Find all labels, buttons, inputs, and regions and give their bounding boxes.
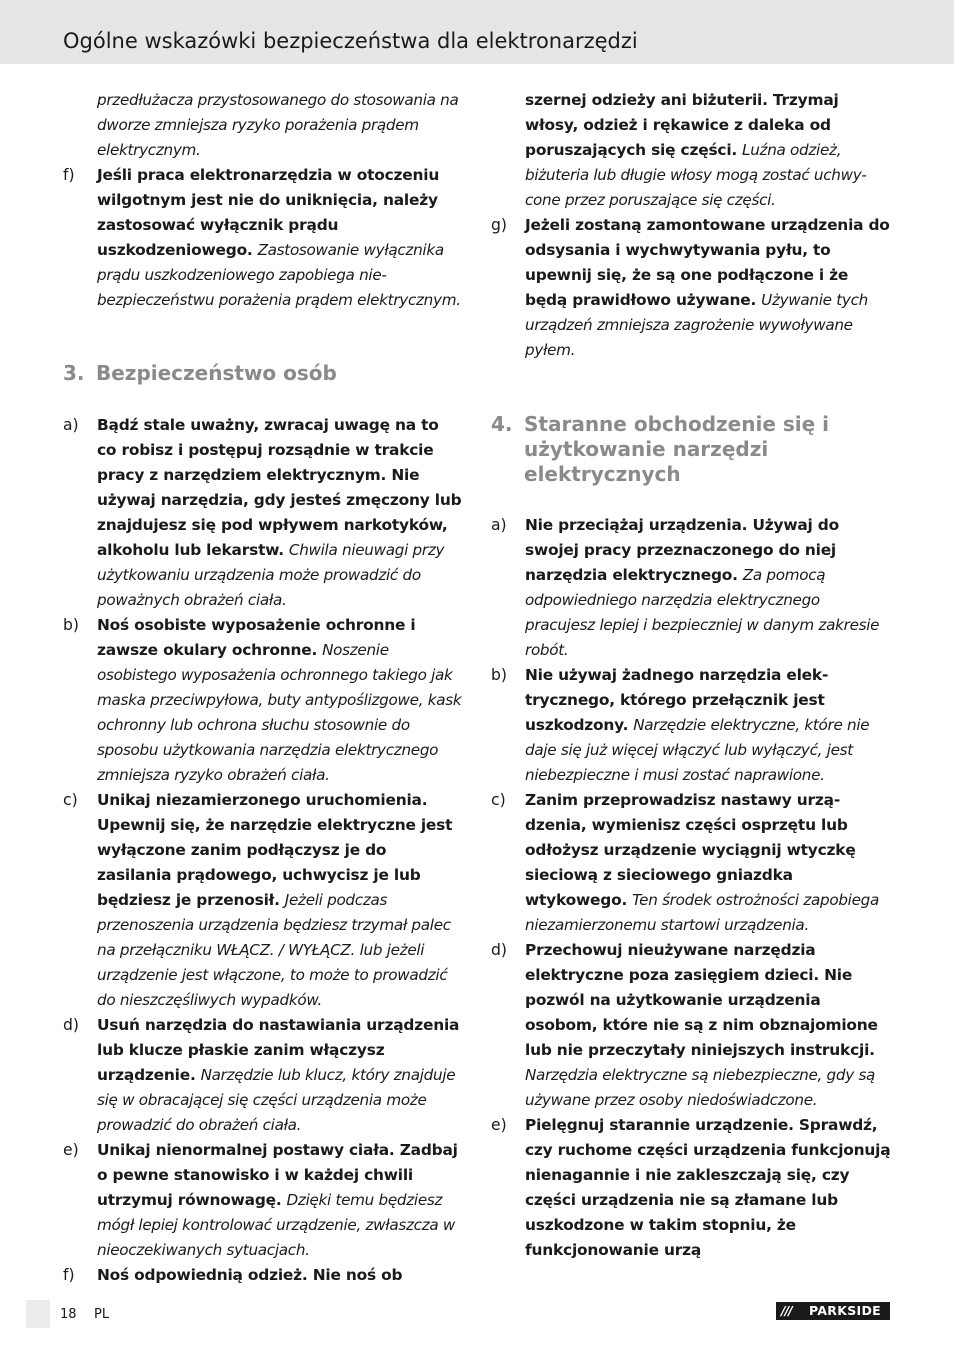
italic-text: Noszenie osobistego wyposażenia ochronnego takiego jak maska przeciwpyłowa, buty antypoślizgowe, kask ochronny lub ochrona słuchu stosownie do sposobu użytkowania narzędzia elektrycznego zmniejsza ryzyko obrażeń ciała. <box>97 641 462 784</box>
bold-text: Nie przeciążaj urządzenia. Używaj do swojej pracy przeznaczonego do niej narzędzia elektrycznego. <box>525 516 839 584</box>
italic-text: Luźna odzież, biżuteria lub długie włosy mogą zostać uchwycone przez poruszające się części. <box>525 141 867 209</box>
bold-text: Pielęgnuj starannie urządzenie. Sprawdź, czy ruchome części urządzenia funkcjonują nienagannie i nie zakleszczają się, czy części urządzenia nie są złamane lub uszkodzone w takim stopniu, że funkcjonowanie urzą <box>525 1116 891 1259</box>
item-label: g) <box>491 216 507 234</box>
italic-text: przedłużacza przystosowanego do stosowania na dworze zmniejsza ryzyko porażenia prądem elektrycznym. <box>97 91 459 159</box>
list-item <box>63 613 463 788</box>
bold-text: Jeżeli zostaną zamontowane urządzenia do odsysania i wychwytywania pyłu, to upewnij się, że są one podłączone i że będą prawidłowo używane. <box>525 216 890 309</box>
list-item <box>63 1013 463 1138</box>
list-item <box>491 1113 891 1263</box>
item-label: a) <box>491 516 507 534</box>
section-number: 4. <box>491 412 513 436</box>
italic-text: Zastosowanie wyłącznika prądu uszkodzeniowego zapobiega niebezpieczeństwu porażenia prądem elektrycznym. <box>97 241 461 309</box>
section-heading <box>63 361 463 386</box>
bold-text: Unikaj niezamierzonego uruchomienia. Upewnij się, że narzędzie elektryczne jest wyłączone zanim podłączysz je do zasilania prądowego, uchwycisz je lub będziesz je przenosił. <box>97 791 453 909</box>
list-item <box>491 938 891 1113</box>
bold-text: Unikaj nienormalnej postawy ciała. Zadbaj o pewne stanowisko i w każdej chwili utrzymuj równowagę. <box>97 1141 458 1209</box>
bold-text: Zanim przeprowadzisz nastawy urządzenia, wymienisz części osprzętu lub odłożysz urządzenie wyciągnij wtyczkę sieciową z sieciowego gniazdka wtykowego. <box>525 791 856 909</box>
item-label: d) <box>491 941 507 959</box>
item-label: e) <box>63 1141 79 1159</box>
section-heading <box>491 412 891 487</box>
page-title: Ogólne wskazówki bezpieczeństwa dla elektronarzędzi <box>63 29 638 53</box>
italic-text: Chwila nieuwagi przy użytkowaniu urządzenia może prowadzić do poważnych obrażeń ciała. <box>97 541 445 609</box>
list-item <box>491 788 891 938</box>
list-item <box>63 1263 463 1288</box>
item-label: f) <box>63 166 75 184</box>
page-number: 18 <box>60 1307 77 1322</box>
italic-text: Jeżeli podczas przenoszenia urządzenia będziesz trzymał palec na przełączniku WŁĄCZ. / WYŁĄCZ. lub jeżeli urządzenie jest włączone, to może to prowadzić do nieszczęśliwych wypadków. <box>97 891 451 1009</box>
brand-logo <box>776 1302 890 1320</box>
logo-stripes-icon: /// <box>781 1303 792 1318</box>
item-label: c) <box>491 791 506 809</box>
bold-text: Bądź stale uważny, zwracaj uwagę na to co robisz i postępuj rozsądnie w trakcie pracy z narzędziem elektrycznym. Nie używaj narzędzia, gdy jesteś zmęczony lub znajdujesz się pod wpływem narkotyków, alkoholu lub lekarstw. <box>97 416 462 559</box>
italic-text: Narzędzie lub klucz, który znajduje się w obracającej się części urządzenia może prowadzić do obrażeń ciała. <box>97 1066 456 1134</box>
italic-text: Za pomocą odpowiedniego narzędzia elektrycznego pracujesz lepiej i bezpieczniej w danym zakresie robót. <box>525 566 880 659</box>
list-item <box>491 663 891 788</box>
bold-text: szernej odzieży ani biżuterii. Trzymaj włosy, odzież i rękawice z daleka od poruszających się części. <box>525 91 839 159</box>
bold-text: Noś odpowiednią odzież. Nie noś ob <box>97 1266 403 1284</box>
list-item <box>491 513 891 663</box>
item-label: e) <box>491 1116 507 1134</box>
language-code: PL <box>94 1307 110 1322</box>
right-column <box>491 88 891 1263</box>
bold-text: Przechowuj nieużywane narzędzia elektryczne poza zasięgiem dzieci. Nie pozwól na użytkowanie urządzenia osobom, które nie są z nim obznajomione lub nie przeczytały niniejszych instrukcji. <box>525 941 878 1059</box>
list-item <box>63 413 463 613</box>
section-title: Staranne obchodzenie się i użytkowanie narzędzi elektrycznych <box>524 412 829 486</box>
italic-text: Ten środek ostrożności zapobiega niezamierzonemu startowi urządzenia. <box>525 891 879 934</box>
item-label: d) <box>63 1016 79 1034</box>
continued-paragraph <box>525 88 891 213</box>
bold-text: Jeśli praca elektronarzędzia w otoczeniu wilgotnym jest nie do uniknięcia, należy zastosować wyłącznik prądu uszkodzeniowego. <box>97 166 440 259</box>
list-item <box>63 163 463 313</box>
continued-paragraph <box>97 88 463 163</box>
logo-text: PARKSIDE <box>809 1303 881 1318</box>
list-item <box>63 1138 463 1263</box>
item-label: c) <box>63 791 78 809</box>
section-title: Bezpieczeństwo osób <box>96 361 337 385</box>
footer-marker <box>26 1300 50 1328</box>
left-column <box>63 88 463 1288</box>
italic-text: Dzięki temu będziesz mógł lepiej kontrolować urządzenie, zwłaszcza w nieoczekiwanych sytuacjach. <box>97 1191 456 1259</box>
bold-text: Nie używaj żadnego narzędzia elektrycznego, którego przełącznik jest uszkodzony. <box>525 666 829 734</box>
item-label: b) <box>491 666 507 684</box>
item-label: a) <box>63 416 79 434</box>
page-header <box>0 0 954 64</box>
italic-text: Narzędzie elektryczne, które nie daje się już więcej włączyć lub wyłączyć, jest niebezpieczne i musi zostać naprawione. <box>525 716 870 784</box>
list-item <box>491 213 891 363</box>
item-label: b) <box>63 616 79 634</box>
section-number: 3. <box>63 361 85 385</box>
bold-text: Usuń narzędzia do nastawiania urządzenia lub klucze płaskie zanim włączysz urządzenie. <box>97 1016 460 1084</box>
list-item <box>63 788 463 1013</box>
italic-text: Narzędzia elektryczne są niebezpieczne, gdy są używane przez osoby niedoświadczone. <box>525 1066 876 1109</box>
item-label: f) <box>63 1266 75 1284</box>
bold-text: Noś osobiste wyposażenie ochronne i zawsze okulary ochronne. <box>97 616 416 659</box>
italic-text: Używanie tych urządzeń zmniejsza zagrożenie wywoływane pyłem. <box>525 291 868 359</box>
